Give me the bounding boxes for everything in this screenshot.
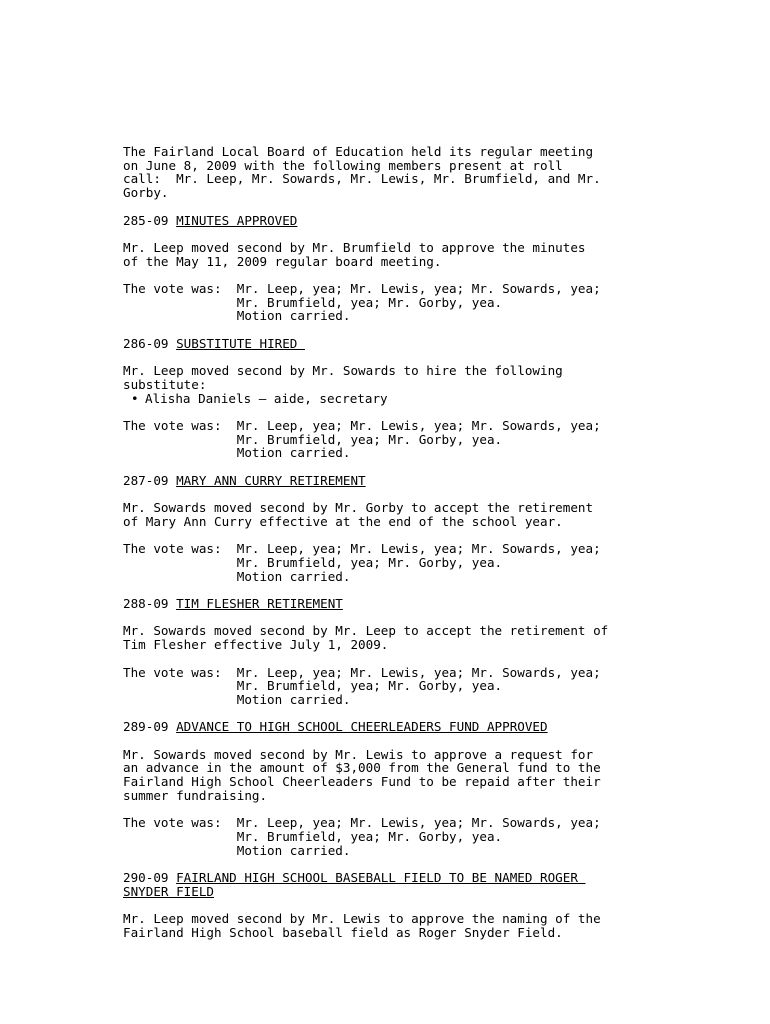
item-number: 288-09 [123, 596, 177, 612]
vote-record: The vote was: Mr. Leep, yea; Mr. Lewis, yea; Mr. Sowards, yea; Mr. Brumfield, yea; Mr. Gorby, yea. Motion carried. [123, 417, 601, 461]
item-number: 285-09 [123, 212, 177, 228]
item-title: TIM FLESHER RETIREMENT [176, 596, 343, 612]
item-title: MARY ANN CURRY RETIREMENT [176, 472, 366, 488]
item-number: 290-09 [123, 870, 177, 886]
item-285-09 [123, 214, 723, 324]
item-body: Mr. Leep moved second by Mr. Sowards to hire the following substitute: [123, 363, 563, 392]
vote-record: The vote was: Mr. Leep, yea; Mr. Lewis, yea; Mr. Sowards, yea; Mr. Brumfield, yea; Mr. Gorby, yea. Motion carried. [123, 280, 601, 324]
item-title: SUBSTITUTE HIRED [176, 335, 305, 351]
item-290-09 [123, 871, 723, 940]
item-number: 287-09 [123, 472, 177, 488]
item-heading [123, 474, 723, 488]
item-body: Mr. Leep moved second by Mr. Brumfield to approve the minutes of the May 11, 2009 regular board meeting. [123, 239, 586, 269]
item-heading [123, 214, 723, 228]
vote-record: The vote was: Mr. Leep, yea; Mr. Lewis, yea; Mr. Sowards, yea; Mr. Brumfield, yea; Mr. Gorby, yea. Motion carried. [123, 815, 601, 858]
intro-paragraph: The Fairland Local Board of Education held its regular meeting on June 8, 2009 with the following members present at roll call: Mr. Leep, Mr. Sowards, Mr. Lewis, Mr. Brumfield, and Mr. Gorby. [123, 144, 601, 201]
item-286-09 [123, 337, 723, 460]
item-heading [123, 597, 723, 611]
vote-record: The vote was: Mr. Leep, yea; Mr. Lewis, yea; Mr. Sowards, yea; Mr. Brumfield, yea; Mr. Gorby, yea. Motion carried. [123, 664, 601, 707]
item-title-line1: FAIRLAND HIGH SCHOOL BASEBALL FIELD TO BE NAMED ROGER [176, 870, 586, 886]
item-heading [123, 720, 723, 734]
item-title: ADVANCE TO HIGH SCHOOL CHEERLEADERS FUND APPROVED [176, 719, 548, 735]
item-title-line2: SNYDER FIELD [123, 883, 214, 899]
item-title: MINUTES APPROVED [176, 212, 298, 228]
item-number: 289-09 [123, 719, 177, 735]
minutes-page [123, 145, 723, 953]
item-body: Mr. Leep moved second by Mr. Lewis to approve the naming of the Fairland High School baseball field as Roger Snyder Field. [123, 911, 601, 940]
item-heading [123, 337, 723, 351]
item-289-09 [123, 720, 723, 857]
item-body: Mr. Sowards moved second by Mr. Lewis to approve a request for an advance in the amount of $3,000 from the General fund to the Fairland High School Cheerleaders Fund to be repaid after their summer fundraising. [123, 746, 601, 803]
list-item: • Alisha Daniels – aide, secretary [123, 392, 723, 406]
item-body: Mr. Sowards moved second by Mr. Leep to accept the retirement of Tim Flesher effective July 1, 2009. [123, 623, 609, 653]
item-number: 286-09 [123, 335, 177, 351]
item-body: Mr. Sowards moved second by Mr. Gorby to accept the retirement of Mary Ann Curry effective at the end of the school year. [123, 500, 594, 529]
item-287-09 [123, 474, 723, 584]
substitute-list [123, 392, 723, 406]
item-heading [123, 871, 723, 898]
item-288-09 [123, 597, 723, 707]
vote-record: The vote was: Mr. Leep, yea; Mr. Lewis, yea; Mr. Sowards, yea; Mr. Brumfield, yea; Mr. Gorby, yea. Motion carried. [123, 541, 601, 584]
